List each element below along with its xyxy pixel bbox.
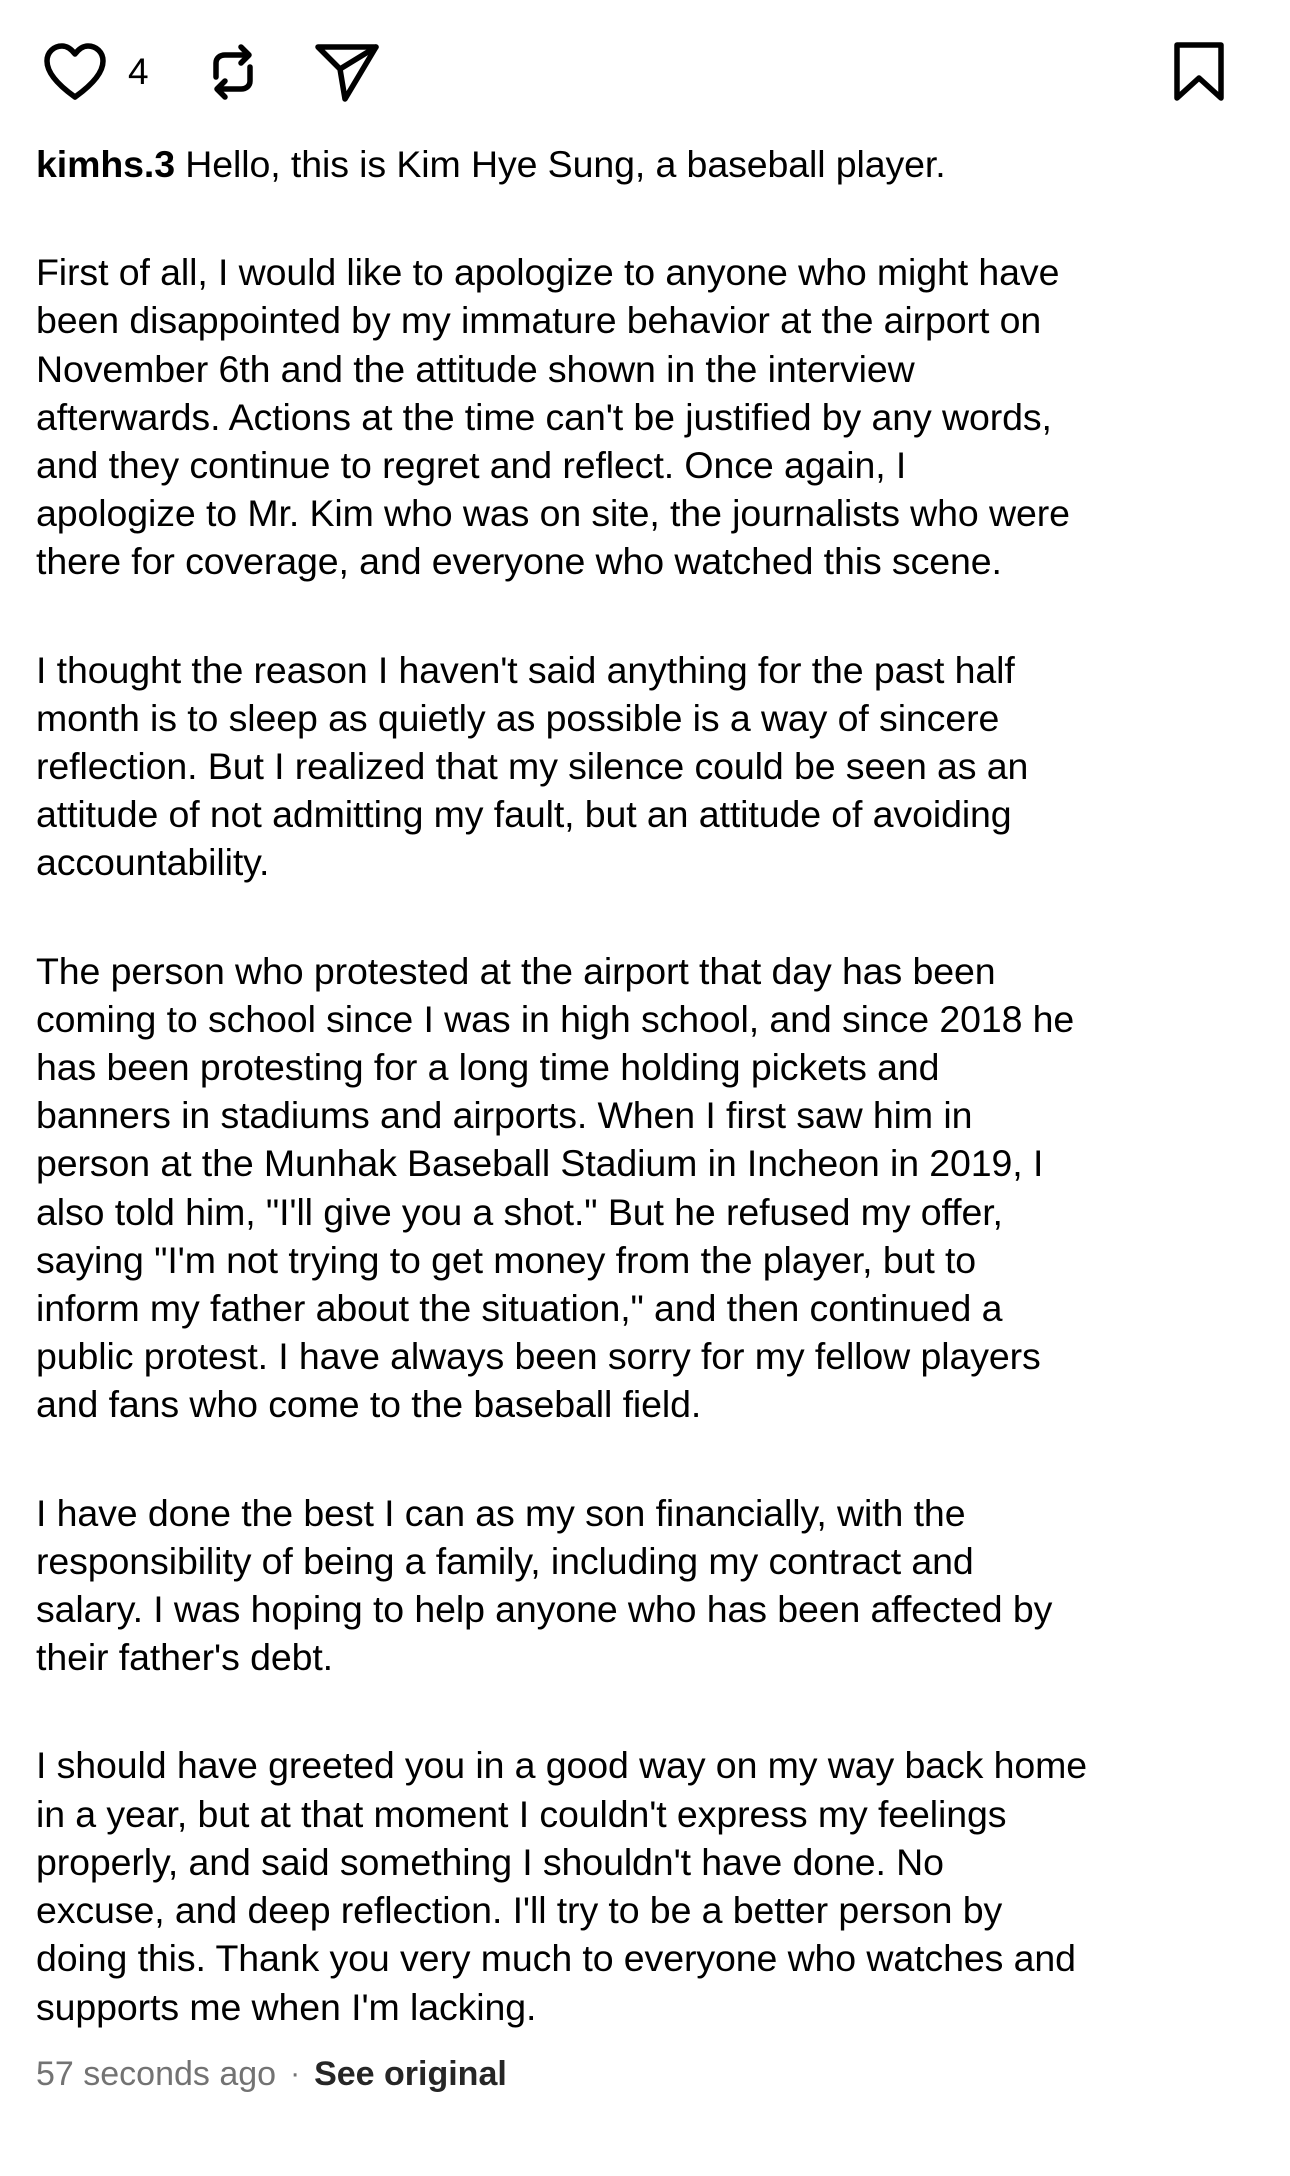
like-count: 4 xyxy=(128,51,149,92)
send-icon xyxy=(314,41,380,103)
repost-button[interactable] xyxy=(198,37,268,107)
caption-paragraph: First of all, I would like to apologize to anyone who might have been disappointed by my immature behavior at the airport on November 6th and the attitude shown in the interview afterwards. Actions at the time can't be justified by any words, and they continue to regret and reflect. Once again, I apologize to Mr. Kim who was on site, the journalists who were there for coverage, and everyone who watched this scene. xyxy=(36,251,1070,583)
caption-paragraph: I have done the best I can as my son financially, with the responsibility of being a family, including my contract and salary. I was hoping to help anyone who has been affected by their father's debt. xyxy=(36,1491,1053,1679)
post-timestamp: 57 seconds ago xyxy=(36,2054,277,2093)
bookmark-icon xyxy=(1172,41,1226,103)
caption-paragraph: The person who protested at the airport that day has been coming to school since I was in high school, and since 2018 he has been protesting for a long time holding pickets and banners in stadiums and airports. When I first saw him in person at the Munhak Baseball Stadium in Incheon in 2019, I also told him, "I'll give you a shot." But he refused my offer, saying "I'm not trying to get money from the player, but to inform my father about the situation," and then continued a public protest. I have always been sorry for my fellow players and fans who come to the baseball field. xyxy=(36,949,1075,1426)
username-link[interactable]: kimhs.3 xyxy=(36,143,175,185)
see-original-link[interactable]: See original xyxy=(314,2054,507,2093)
post-caption xyxy=(36,140,1254,2031)
meta-separator: · xyxy=(290,2056,301,2090)
caption-intro-text: Hello, this is Kim Hye Sung, a baseball player. xyxy=(185,143,946,185)
caption-paragraph: I should have greeted you in a good way on my way back home in a year, but at that moment I couldn't express my feelings properly, and said something I shouldn't have done. No excuse, and deep reflection. I'll try to be a better person by doing this. Thank you very much to everyone who watches and supports me when I'm lacking. xyxy=(36,1744,1087,2028)
caption-paragraph: I thought the reason I haven't said anything for the past half month is to sleep as quietly as possible is a way of sincere reflection. But I realized that my silence could be seen as an attitude of not admitting my fault, but an attitude of avoiding accountability. xyxy=(36,648,1029,884)
repost-icon xyxy=(202,41,264,103)
action-bar xyxy=(36,0,1254,140)
post-meta xyxy=(36,2051,1254,2097)
save-button[interactable] xyxy=(1164,37,1234,107)
like-button[interactable] xyxy=(40,37,110,107)
share-button[interactable] xyxy=(312,37,382,107)
caption-intro xyxy=(36,140,1254,188)
heart-icon xyxy=(43,43,107,101)
